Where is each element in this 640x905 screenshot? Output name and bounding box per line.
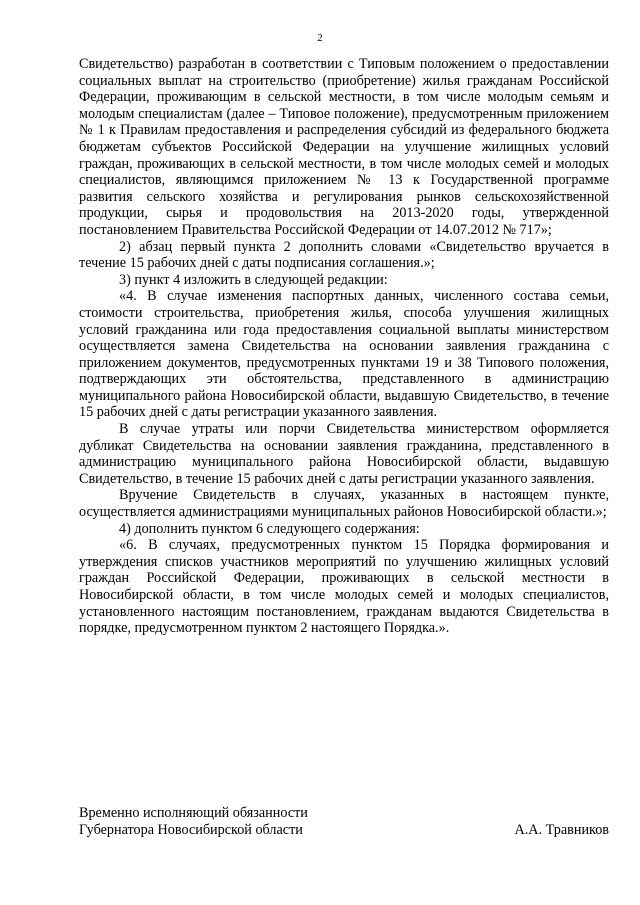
paragraph-clause-4-delivery: Вручение Свидетельств в случаях, указанных в настоящем пункте, осуществляется администрациями муниципальных районов Новосибирской области.»; [79,487,609,521]
paragraph-item-4: 4) дополнить пунктом 6 следующего содержания: [119,520,420,537]
paragraph-clause-4-duplicate: В случае утраты или порчи Свидетельства министерством оформляется дубликат Свидетельства на основании заявления гражданина, представленного в администрацию муниципального района Новосибирской области, выдавшую Свидетельство, в течение 15 рабочих дней с даты регистрации указанного заявления. [79,421,609,487]
paragraph-continuation: Свидетельство) разработан в соответствии с Типовым положением о предоставлении социальных выплат на строительство (приобретение) жилья гражданам Российской Федерации, проживающим в сельской местности, в том числе молодым семьям и молодым специалистам (далее – Типовое положение), предусмотренным приложением № 1 к Правилам предоставления и распределения субсидий из федерального бюджета бюджетам субъектов Российской Федерации на улучшение жилищных условий граждан, проживающих в сельской местности, в том числе молодых семей и молодых специалистов, являющимся приложением № 13 к Государственной программе развития сельского хозяйства и регулирования рынков сельскохозяйственной продукции, сырья и продовольствия на 2013-2020 годы, утвержденной постановлением Правительства Российской Федерации от 14.07.2012 № 717»; [79,56,609,238]
document-body [79,56,609,637]
paragraph-clause-4: «4. В случае изменения паспортных данных, численного состава семьи, стоимости строительства, приобретения жилья, способа улучшения жилищных условий гражданина или года предоставления социальной выплаты министерством осуществляется замена Свидетельства на основании заявления гражданина с приложением документов, предусмотренных пунктами 19 и 38 Типового положения, подтверждающих эти обстоятельства, представленного в администрацию муниципального района Новосибирской области, выдавшую Свидетельство, в течение 15 рабочих дней с даты регистрации указанного заявления. [79,288,609,421]
signature-block [79,805,609,838]
paragraph-item-3: 3) пункт 4 изложить в следующей редакции: [119,271,388,288]
signatory-name: А.А. Травников [514,821,609,838]
signatory-title-line-2: Губернатора Новосибирской области [79,821,303,838]
signatory-title-line-1: Временно исполняющий обязанности [79,805,308,821]
paragraph-clause-6: «6. В случаях, предусмотренных пунктом 15 Порядка формирования и утверждения списков участников мероприятий по улучшению жилищных условий граждан Российской Федерации, проживающих в сельской местности в Новосибирской области, в том числе молодых семей и молодых специалистов, установленного настоящим постановлением, гражданам выдаются Свидетельства в порядке, предусмотренном пунктом 2 настоящего Порядка.». [79,537,609,637]
paragraph-item-2: 2) абзац первый пункта 2 дополнить словами «Свидетельство вручается в течение 15 рабочих дней с даты подписания соглашения.»; [79,238,609,272]
page-number: 2 [317,32,323,44]
